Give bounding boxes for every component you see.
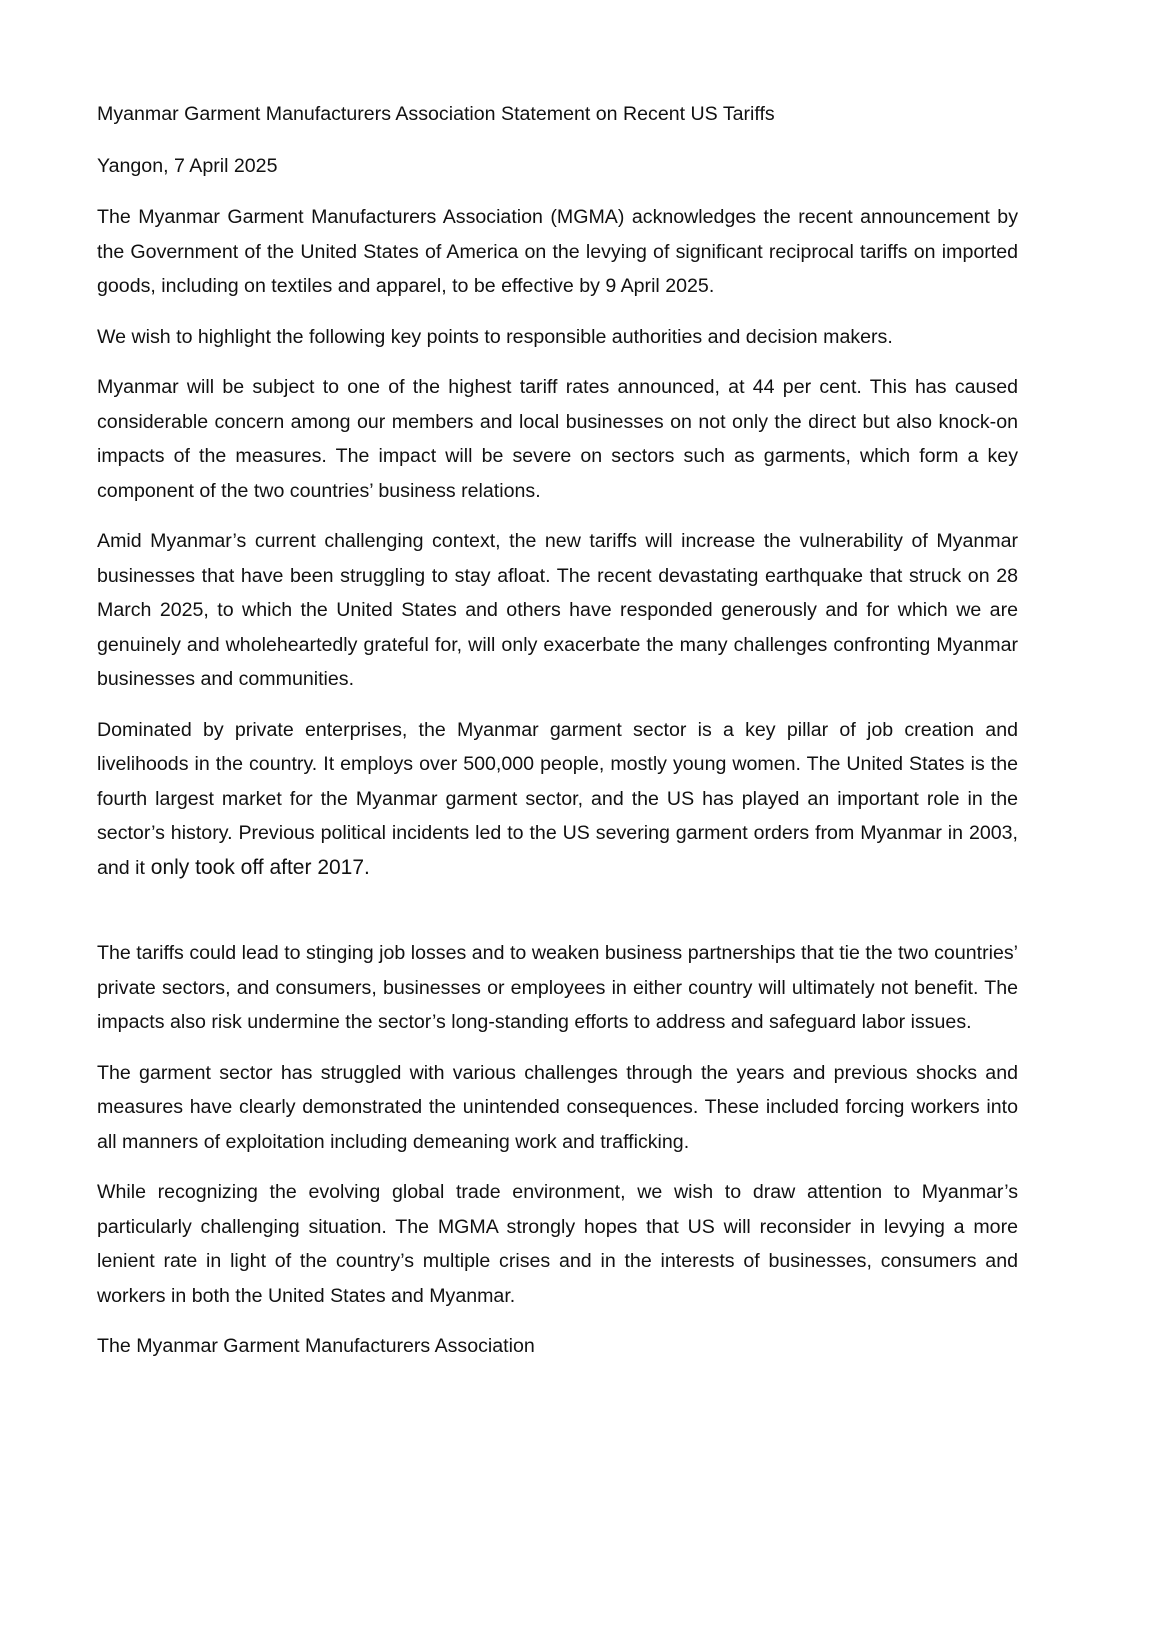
paragraph-sector-challenges: The garment sector has struggled with various challenges through the years and previous shocks and measures have clearly demonstrated the unintended consequences. These included forcing workers into all manners of exploitation including demeaning work and trafficking.	[97, 1061, 1018, 1153]
paragraph-earthquake-context: Amid Myanmar’s current challenging context, the new tariffs will increase the vulnerability of Myanmar businesses that have been struggling to stay afloat. The recent devastating earthquake that struck on 28 March 2025, to which the United States and others have responded generously and for which we are genuinely and wholeheartedly grateful for, will only exacerbate the many challenges confronting Myanmar businesses and communities.	[97, 530, 1018, 690]
paragraph-job-losses: The tariffs could lead to stinging job losses and to weaken business partnerships that tie the two countries’ private sectors, and consumers, businesses or employees in either country will ultimately not benefit. The impacts also risk undermine the sector’s long-standing efforts to address and safeguard labor issues.	[97, 942, 1018, 1033]
paragraph-tariff-rate: Myanmar will be subject to one of the highest tariff rates announced, at 44 per cent. This has caused considerable concern among our members and local businesses on not only the direct but also knock-on impacts of the measures. The impact will be severe on sectors such as garments, which form a key component of the two countries’ business relations.	[97, 376, 1018, 502]
paragraph-reconsideration-appeal: While recognizing the evolving global trade environment, we wish to draw attention to Myanmar’s particularly challenging situation. The MGMA strongly hopes that US will reconsider in levying a more lenient rate in light of the country’s multiple crises and in the interests of businesses, consumers and workers in both the United States and Myanmar.	[97, 1181, 1018, 1307]
garment-sector-text: Dominated by private enterprises, the Myanmar garment sector is a key pillar of job creation and livelihoods in the country. It employs over 500,000 people, mostly young women. The United States is the fourth largest market for the Myanmar garment sector, and the US has played an important role in the sector’s history. Previous political incidents led to the US severing garment orders from Myanmar in 2003, and it	[97, 718, 1018, 879]
document-title: Myanmar Garment Manufacturers Association Statement on Recent US Tariffs	[97, 103, 775, 125]
paragraph-garment-sector	[97, 713, 1018, 886]
paragraph-acknowledgement: The Myanmar Garment Manufacturers Association (MGMA) acknowledges the recent announcement by the Government of the United States of America on the levying of significant reciprocal tariffs on imported goods, including on textiles and apparel, to be effective by 9 April 2025.	[97, 206, 1018, 297]
garment-sector-text-tail: only took off after 2017.	[144, 855, 370, 879]
paragraph-key-points-intro: We wish to highlight the following key points to responsible authorities and decision makers.	[97, 325, 893, 348]
signature: The Myanmar Garment Manufacturers Association	[97, 1335, 535, 1357]
dateline: Yangon, 7 April 2025	[97, 154, 278, 177]
